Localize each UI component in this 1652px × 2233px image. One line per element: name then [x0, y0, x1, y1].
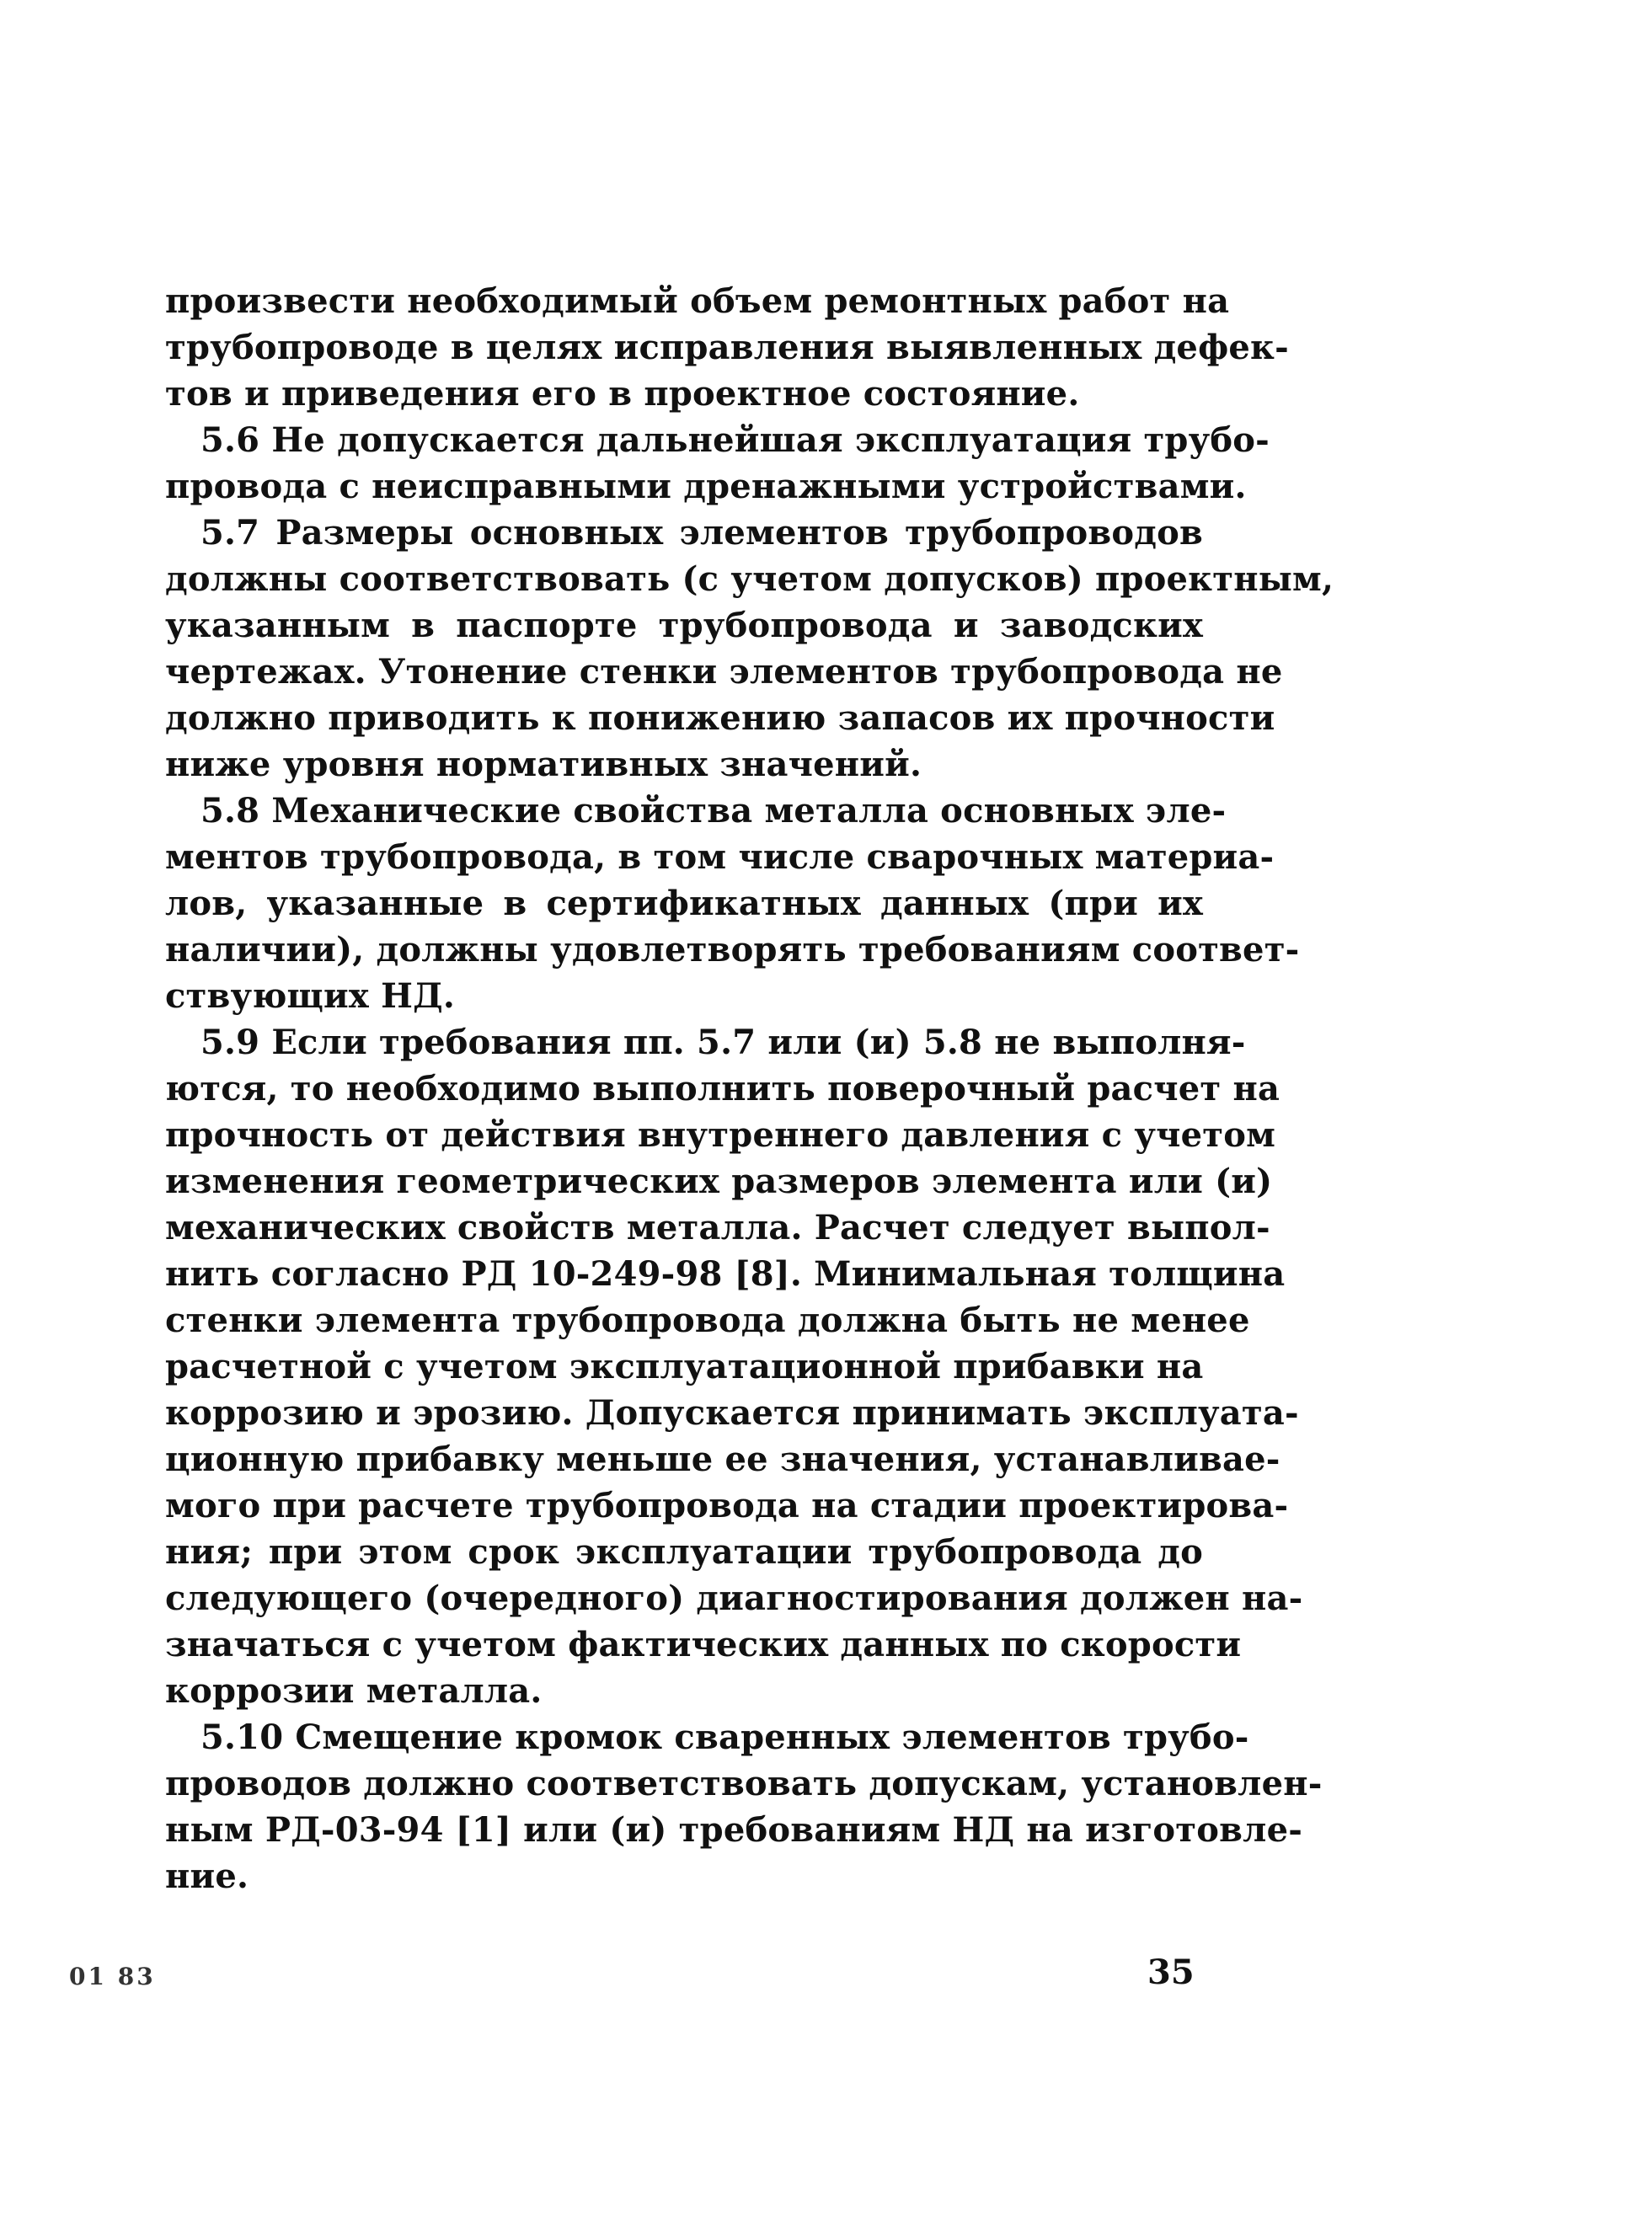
clause-5-9-line-5: механических свойств металла. Расчет следует выпол- [165, 1208, 1270, 1247]
clause-5-6-line-1: 5.6 Не допускается дальнейшая эксплуатация трубо- [200, 420, 1270, 460]
clause-5-9-line-13: следующего (очередного) диагностирования должен на- [165, 1579, 1303, 1618]
clause-5-10-line-4: ние. [165, 1856, 249, 1896]
clause-5-6-line-2: провода с неисправными дренажными устройствами. [165, 467, 1247, 506]
body-text [165, 278, 1334, 1899]
clause-5-7-line-2: должны соответствовать (с учетом допусков) проектным, [165, 559, 1334, 599]
clause-5-9-line-11: мого при расчете трубопровода на стадии проектирова- [165, 1486, 1289, 1525]
clause-5-9-line-10: ционную прибавку меньше ее значения, устанавливае- [165, 1440, 1280, 1479]
clause-5-9-line-4: изменения геометрических размеров элемента или (и) [165, 1162, 1273, 1201]
clause-5-10-line-1: 5.10 Смещение кромок сваренных элементов трубо- [200, 1717, 1249, 1757]
clause-5-9-line-6: нить согласно РД 10-249-98 [8]. Минимальная толщина [165, 1254, 1286, 1294]
clause-5-8-line-2: ментов трубопровода, в том числе сварочных материа- [165, 837, 1275, 877]
text-line-3: тов и приведения его в проектное состояние. [165, 374, 1080, 414]
clause-5-9-line-12: ния; при этом срок эксплуатации трубопровода до [165, 1532, 1203, 1572]
clause-5-7-line-3: указанным в паспорте трубопровода и заводских [165, 606, 1203, 645]
clause-5-7-line-4: чертежах. Утонение стенки элементов трубопровода не [165, 652, 1283, 692]
text-line-1: произвести необходимый объем ремонтных работ на [165, 281, 1230, 321]
clause-5-9-line-3: прочность от действия внутреннего давления с учетом [165, 1115, 1276, 1155]
clause-5-7-line-6: ниже уровня нормативных значений. [165, 745, 922, 784]
clause-5-8-line-5: ствующих НД. [165, 976, 455, 1016]
text-line-2: трубопроводе в целях исправления выявленных дефек- [165, 328, 1289, 367]
clause-5-9-line-1: 5.9 Если требования пп. 5.7 или (и) 5.8 не выполня- [200, 1023, 1246, 1062]
clause-5-7-line-5: должно приводить к понижению запасов их прочности [165, 698, 1275, 738]
page-number: 35 [1147, 1953, 1195, 1992]
clause-5-8-line-4: наличии), должны удовлетворять требованиям соответ- [165, 930, 1300, 970]
clause-5-8-line-1: 5.8 Механические свойства металла основных эле- [200, 791, 1227, 831]
clause-5-9-line-8: расчетной с учетом эксплуатационной прибавки на [165, 1347, 1204, 1386]
clause-5-7-line-1: 5.7 Размеры основных элементов трубопроводов [200, 513, 1203, 553]
clause-5-8-line-3: лов, указанные в сертификатных данных (при их [165, 884, 1203, 923]
clause-5-9-line-2: ются, то необходимо выполнить поверочный расчет на [165, 1069, 1280, 1108]
clause-5-10-line-3: ным РД-03-94 [1] или (и) требованиям НД на изготовле- [165, 1810, 1303, 1850]
clause-5-9-line-7: стенки элемента трубопровода должна быть не менее [165, 1301, 1250, 1340]
clause-5-9-line-15: коррозии металла. [165, 1671, 543, 1711]
clause-5-9-line-9: коррозию и эрозию. Допускается принимать эксплуата- [165, 1393, 1299, 1433]
clause-5-10-line-2: проводов должно соответствовать допускам, установлен- [165, 1764, 1323, 1803]
clause-5-9-line-14: значаться с учетом фактических данных по скорости [165, 1625, 1242, 1664]
footer-code: 01 83 [69, 1963, 156, 1990]
